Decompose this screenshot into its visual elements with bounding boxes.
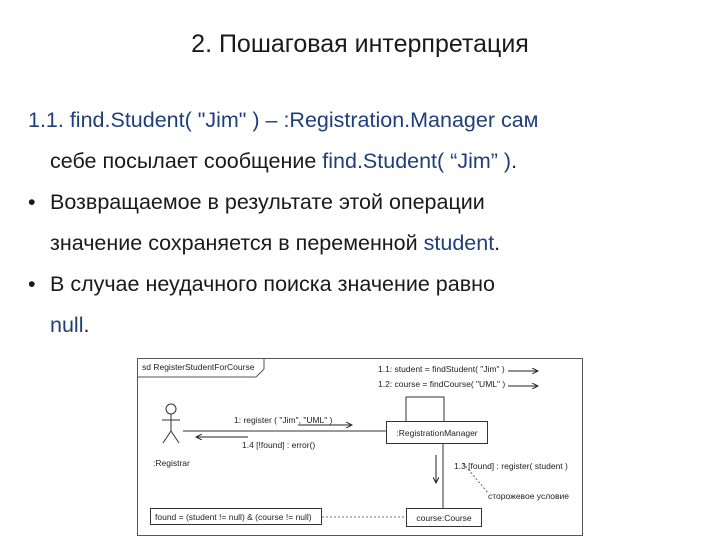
message-1-3: 1.3 [found] : register( student )	[454, 461, 568, 471]
message-1-2: 1.2: course = findCourse( "UML" )	[378, 379, 506, 389]
slide-body	[28, 100, 718, 346]
bullet-marker: •	[28, 190, 36, 214]
bullet-1-highlight: student	[423, 231, 495, 255]
paragraph-1-text: 1.1. find.Student( "Jim" ) – :Registration.Manager сам	[28, 108, 539, 132]
course-box: course:Course	[406, 508, 482, 527]
frame-label: sd RegisterStudentForCourse	[142, 362, 255, 372]
bullet-2-highlight: null	[50, 313, 84, 337]
message-1-4: 1.4 [!found] : error()	[242, 440, 316, 450]
paragraph-1-line-2	[28, 141, 718, 182]
bullet-marker: •	[28, 272, 36, 296]
communication-diagram	[137, 358, 583, 536]
bullet-item-1	[28, 182, 718, 264]
paragraph-1-end: .	[511, 149, 518, 173]
slide-title: 2. Пошаговая интерпретация	[191, 30, 529, 58]
bullet-1-line-1: Возвращаемое в результате этой операции	[50, 190, 485, 214]
paragraph-1-line-1	[28, 100, 718, 141]
bullet-2-end: .	[83, 313, 90, 337]
self-link	[406, 397, 444, 421]
bullet-1-plain: значение сохраняется в переменной	[50, 231, 424, 255]
actor-icon	[162, 404, 180, 443]
message-1-1: 1.1: student = findStudent( "Jim" )	[378, 364, 505, 374]
bullet-1-end: .	[494, 231, 501, 255]
bullet-2-line-1: В случае неудачного поиска значение равно	[50, 272, 495, 296]
paragraph-1-highlight: find.Student( “Jim” )	[322, 149, 512, 173]
paragraph-1	[28, 100, 718, 182]
bullet-1-line-2	[50, 223, 718, 264]
registration-manager-box: :RegistrationManager	[386, 421, 488, 444]
bullet-item-2	[28, 264, 718, 346]
paragraph-1-plain: себе посылает сообщение	[50, 149, 323, 173]
bullet-2-line-2	[50, 305, 718, 346]
message-1: 1: register ( "Jim", "UML" )	[234, 415, 333, 425]
actor-label: :Registrar	[153, 458, 190, 468]
constraint-box: found = (student != null) & (course != null)	[150, 508, 322, 525]
guard-note: сторожевое условие	[488, 491, 569, 501]
